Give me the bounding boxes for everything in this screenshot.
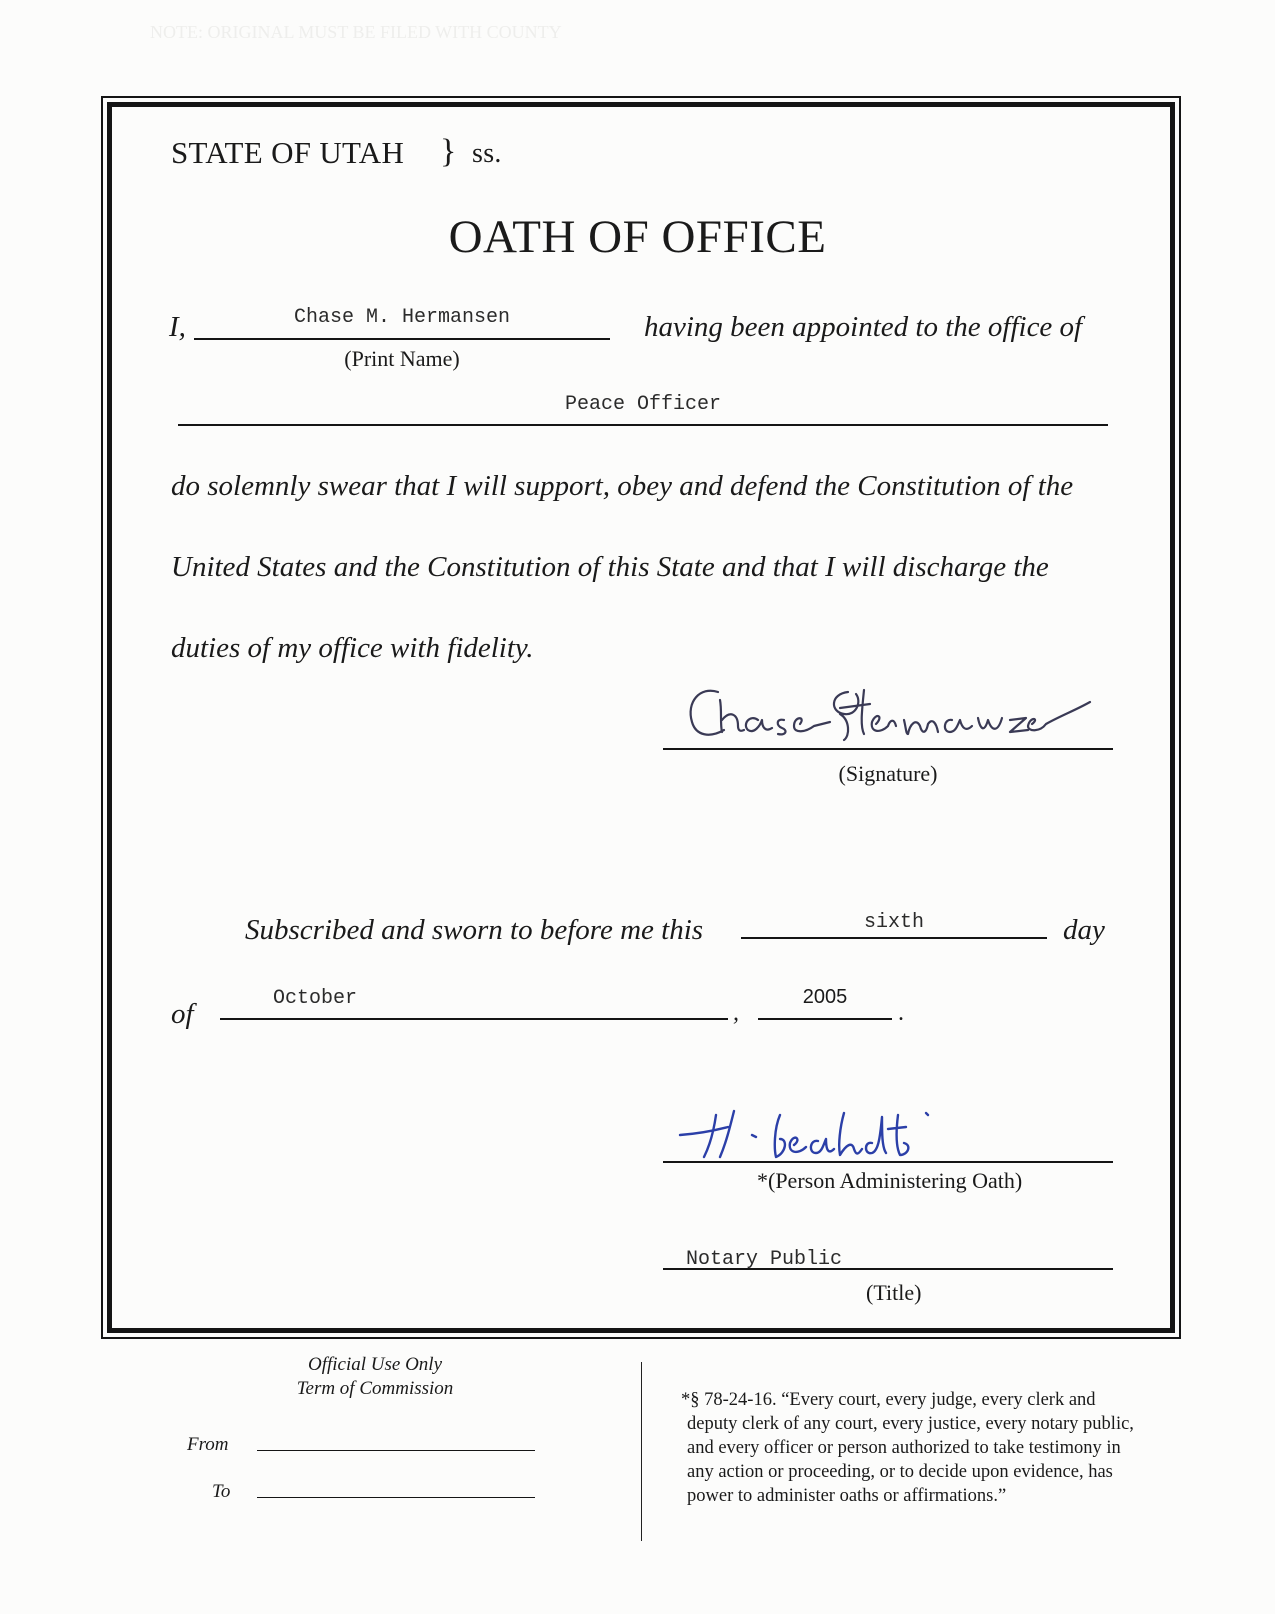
oath-line-3: duties of my office with fidelity. [171,632,534,664]
from-label: From [187,1434,229,1455]
oath-line-2: United States and the Constitution of this State and that I will discharge the [171,551,1049,583]
term-of-commission-heading: Term of Commission [296,1378,454,1399]
i-prefix: I, [169,311,186,343]
day-line [741,937,1047,939]
month-line [220,1018,728,1020]
title-line [663,1268,1113,1270]
day-word: day [1063,914,1105,946]
administrator-line [663,1161,1113,1163]
appointee-signature [680,680,1100,750]
from-line [257,1450,535,1451]
signature-line [663,748,1113,750]
statute-note-line: any action or proceeding, or to decide upon evidence, has [687,1462,1113,1482]
year-value: 2005 [802,986,848,1008]
page-title: OATH OF OFFICE [448,211,827,263]
title-value: Notary Public [686,1248,843,1271]
oath-line-1: do solemnly swear that I will support, obey and defend the Constitution of the [171,470,1074,502]
print-name-line [194,338,610,340]
month-comma: , [733,1000,739,1026]
faint-header-text: NOTE: ORIGINAL MUST BE FILED WITH COUNTY [150,22,562,42]
to-line [257,1497,535,1498]
year-period: . [898,1000,904,1026]
official-use-heading: Official Use Only [307,1354,443,1375]
appointed-text: having been appointed to the office of [644,311,1083,343]
to-label: To [212,1481,231,1502]
statute-note-line: power to administer oaths or affirmations.” [687,1486,1007,1506]
month-value: October [273,987,358,1010]
footer-divider [641,1362,642,1541]
office-line [178,424,1108,426]
subscribed-text: Subscribed and sworn to before me this [245,914,704,946]
statute-note [681,1388,1134,1508]
of-word: of [171,998,194,1030]
day-value: sixth [863,911,924,934]
state-of-utah: STATE OF UTAH [171,135,405,170]
signature-caption: (Signature) [838,761,938,786]
title-caption: (Title) [866,1280,922,1305]
venue-brace: } [440,133,457,170]
statute-note-line: and every officer or person authorized to take testimony in [687,1438,1121,1458]
print-name-caption: (Print Name) [344,346,460,371]
ss-label: ss. [472,138,502,169]
administrator-caption: *(Person Administering Oath) [757,1168,1023,1193]
statute-note-line: deputy clerk of any court, every justice, every notary public, [687,1414,1134,1434]
statute-note-line: *§ 78-24-16. “Every court, every judge, every clerk and [681,1390,1096,1410]
notary-signature [676,1105,956,1163]
print-name-value: Chase M. Hermansen [293,306,511,329]
office-value: Peace Officer [564,393,722,416]
year-line [758,1018,892,1020]
